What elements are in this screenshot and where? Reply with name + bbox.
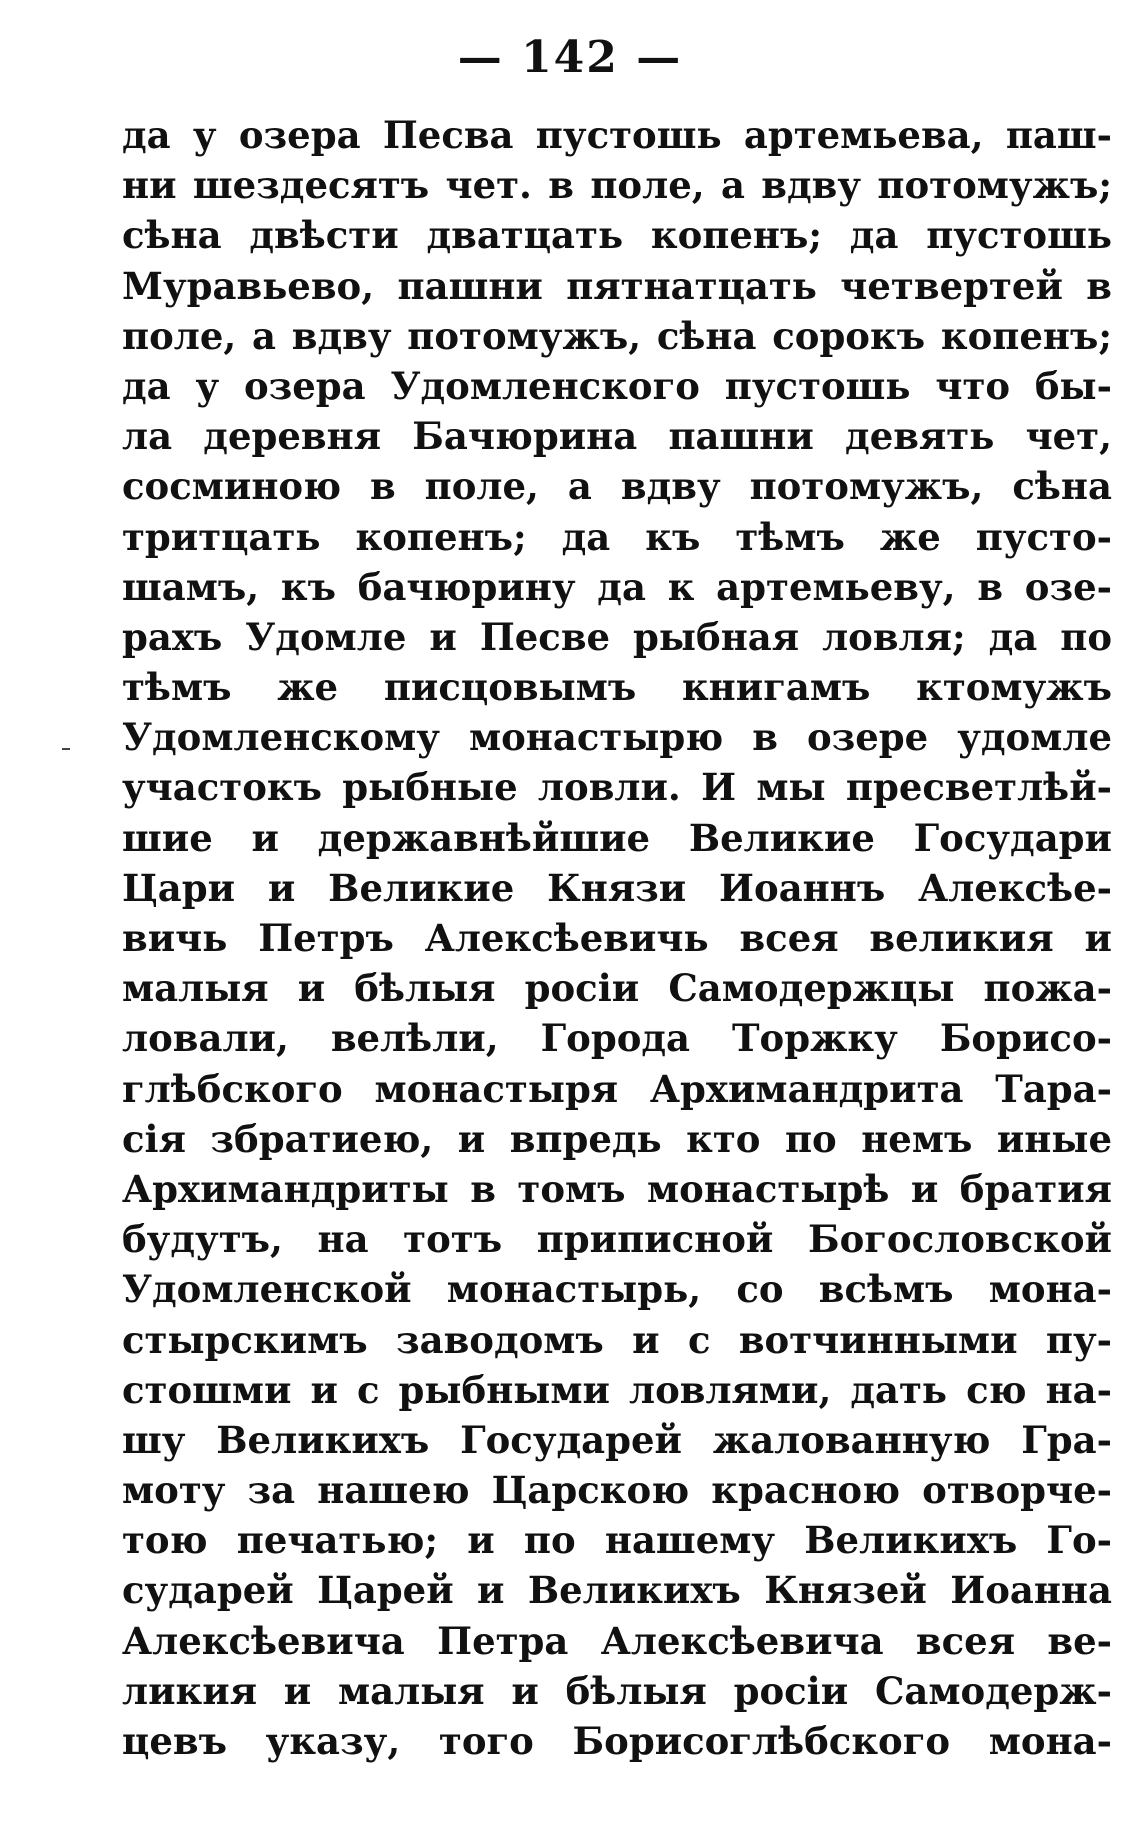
text-line: шамъ, къ бачюрину да к артемьеву, в озе- — [122, 564, 1112, 609]
text-line: шу Великихъ Государей жалованную Гра- — [122, 1417, 1112, 1462]
text-line: тѣмъ же писцовымъ книгамъ ктомужъ — [122, 665, 1112, 710]
text-line: ликия и малыя и бѣлыя росіи Самодерж- — [122, 1668, 1112, 1713]
text-line: Цари и Великие Князи Иоаннъ Алексѣе- — [122, 865, 1112, 910]
text-line: участокъ рыбные ловли. И мы пресветлѣй- — [122, 765, 1112, 810]
text-line: будутъ, на тотъ приписной Богословской — [122, 1217, 1112, 1262]
text-line: Алексѣевича Петра Алексѣевича всея ве- — [122, 1618, 1112, 1663]
text-line: Архимандриты в томъ монастырѣ и братия — [122, 1166, 1112, 1211]
text-line: тритцать копенъ; да къ тѣмъ же пусто- — [122, 514, 1112, 559]
text-line: вичь Петръ Алексѣевичь всея великия и — [122, 916, 1112, 960]
text-line: Муравьево, пашни пятнатцать четвертей в — [122, 263, 1112, 308]
text-line: моту за нашею Царскою красною отворче- — [122, 1468, 1112, 1513]
text-line: стошми и с рыбными ловлями, дать сю на- — [122, 1367, 1112, 1412]
text-line: цевъ указу, того Борисоглѣбского мона- — [122, 1719, 1112, 1763]
text-line: сосминою в поле, а вдву потомужъ, сѣна — [122, 464, 1112, 509]
text-line: глѣбского монастыря Архимандрита Тара- — [122, 1066, 1112, 1111]
text-line: шие и державнѣйшие Великие Государи — [122, 815, 1112, 860]
text-line: сударей Царей и Великихъ Князей Иоанна — [122, 1568, 1112, 1613]
text-line: тою печатью; и по нашему Великихъ Го- — [122, 1518, 1112, 1563]
text-line: рахъ Удомле и Песве рыбная ловля; да по — [122, 614, 1112, 659]
body-text — [122, 110, 1112, 1766]
text-line: да у озера Песва пустошь артемьева, паш- — [122, 113, 1112, 157]
text-line: малыя и бѣлыя росіи Самодержцы пожа- — [122, 966, 1112, 1011]
text-line: поле, а вдву потомужъ, сѣна сорокъ копенъ; — [122, 313, 1112, 358]
text-line: ни шездесятъ чет. в поле, а вдву потомужъ; — [122, 163, 1112, 208]
text-line: сѣна двѣсти дватцать копенъ; да пустошь — [122, 213, 1112, 258]
text-line: да у озера Удомленского пустошь что бы- — [122, 363, 1112, 408]
text-line: ловали, велѣли, Города Торжку Борисо- — [122, 1016, 1112, 1061]
margin-mark — [62, 748, 70, 750]
text-line: Удомленскому монастырю в озере удомле — [122, 715, 1112, 760]
page-number: — 142 — — [457, 32, 683, 83]
text-line: ла деревня Бачюрина пашни девять чет, — [122, 414, 1112, 459]
text-line: сія збратиею, и впредь кто по немъ иные — [122, 1116, 1112, 1161]
text-line: Удомленской монастырь, со всѣмъ мона- — [122, 1267, 1112, 1312]
text-line: стырскимъ заводомъ и с вотчинными пу- — [122, 1317, 1112, 1362]
